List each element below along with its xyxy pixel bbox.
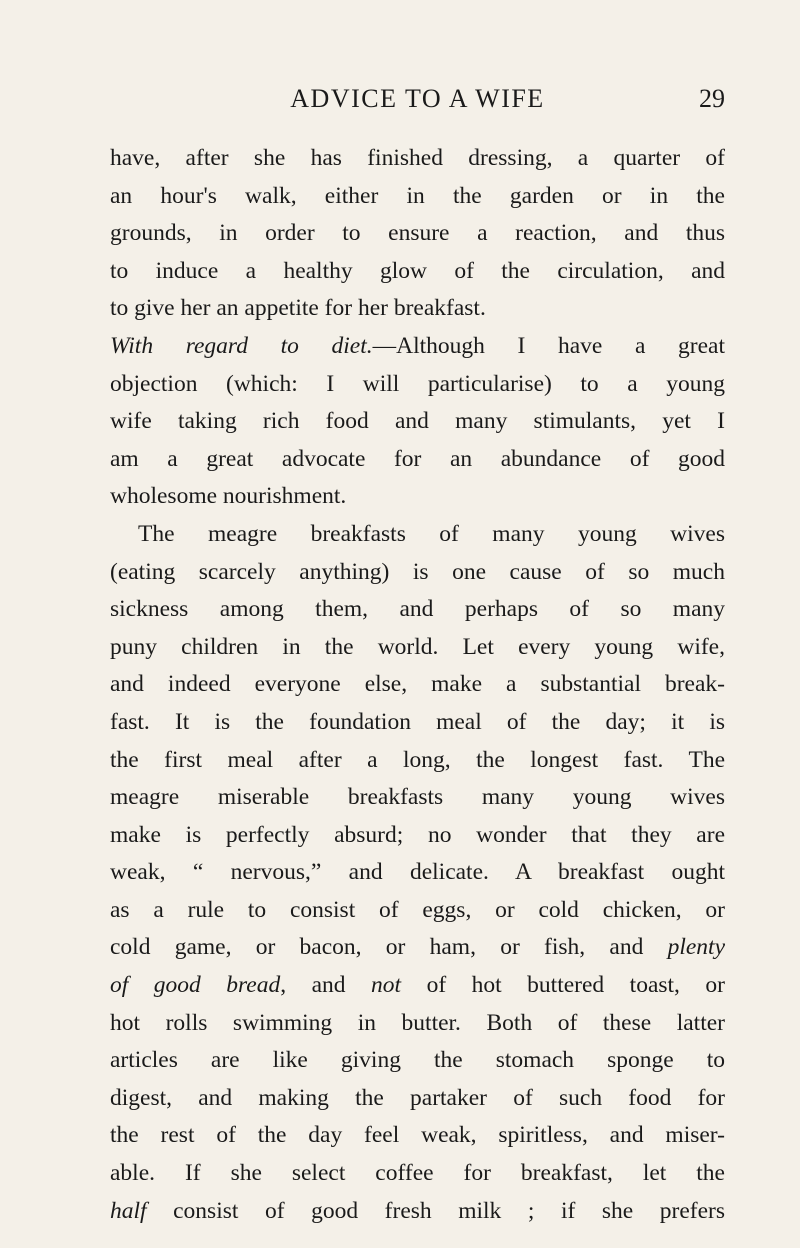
text-line: of good bread, and not of hot buttered toast, or: [110, 972, 725, 999]
text-line: as a rule to consist of eggs, or cold chicken, or: [110, 896, 725, 923]
text-line: have, after she has finished dressing, a quarter of: [110, 145, 725, 171]
text-line: am a great advocate for an abundance of good: [110, 445, 725, 472]
text-line: fast. It is the foundation meal of the day; it is: [110, 708, 725, 735]
text-line: to give her an appetite for her breakfast.: [110, 295, 486, 322]
text-line: With regard to diet.—Although I have a great: [110, 332, 725, 359]
page-number: 29: [699, 84, 725, 113]
text-line: (eating scarcely anything) is one cause of so much: [110, 558, 725, 585]
text-line: puny children in the world. Let every young wife,: [110, 633, 725, 660]
text-line: an hour's walk, either in the garden or in the: [110, 182, 725, 209]
emphasis-not: not: [371, 972, 402, 999]
text-line: meagre miserable breakfasts many young wives: [110, 784, 725, 811]
emphasis-half: half: [110, 1197, 147, 1224]
text-line: make is perfectly absurd; no wonder that they are: [110, 821, 725, 848]
text-line: The meagre breakfasts of many young wives: [138, 520, 725, 547]
text-line: articles are like giving the stomach sponge to: [110, 1047, 725, 1074]
text-line: and indeed everyone else, make a substantial break-: [110, 671, 725, 698]
text-line: to induce a healthy glow of the circulation, and: [110, 257, 725, 284]
text-line: half consist of good fresh milk ; if she prefers: [110, 1197, 725, 1224]
text-line: weak, “ nervous,” and delicate. A breakfast ought: [110, 859, 725, 886]
running-head: [110, 82, 725, 116]
chapter-title: ADVICE TO A WIFE: [290, 84, 545, 113]
emphasis-good-bread: good bread: [153, 972, 281, 999]
text-line: hot rolls swimming in butter. Both of these latter: [110, 1009, 725, 1036]
text-line: sickness among them, and perhaps of so many: [110, 596, 725, 623]
text-line: grounds, in order to ensure a reaction, and thus: [110, 220, 725, 247]
body-text: [110, 140, 725, 1230]
section-heading-italic: With regard to diet.: [110, 332, 373, 359]
text-line: cold game, or bacon, or ham, or fish, and plenty: [110, 934, 725, 961]
text-line: the rest of the day feel weak, spiritless, and miser-: [110, 1122, 725, 1149]
text-line: wife taking rich food and many stimulants, yet I: [110, 408, 725, 435]
text-line: objection (which: I will particularise) to a young: [110, 370, 725, 397]
text-line: able. If she select coffee for breakfast, let the: [110, 1160, 725, 1187]
text-line: the first meal after a long, the longest fast. The: [110, 746, 725, 773]
text-line: wholesome nourishment.: [110, 483, 347, 510]
emphasis-plenty: plenty: [667, 934, 725, 961]
text-line: digest, and making the partaker of such food for: [110, 1084, 725, 1111]
